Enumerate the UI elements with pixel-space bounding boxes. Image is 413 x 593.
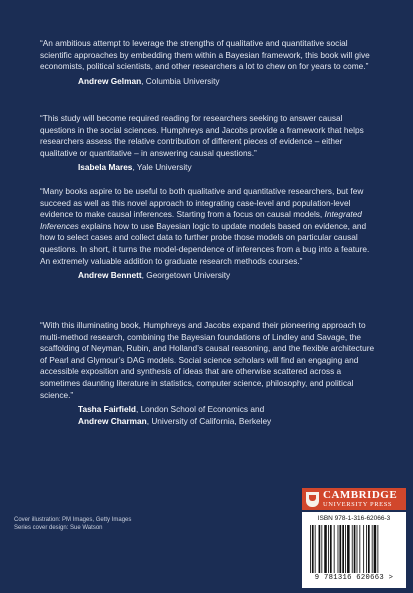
- quote-text: “An ambitious attempt to leverage the strengths of qualitative and quantitative social scientific approaches by embedding them within a Bayesian framework, this book will give economists, political scientists, and other researchers a lot to chew on for years to come.”: [40, 38, 370, 72]
- quote-attribution: [78, 404, 380, 427]
- endorser-affiliation: , Columbia University: [141, 75, 220, 86]
- quote-attribution: [78, 270, 380, 282]
- barcode: [302, 512, 406, 588]
- endorser-name: Andrew Gelman: [78, 75, 142, 86]
- endorsement-bennett: [40, 186, 380, 282]
- endorsement-mares: [40, 113, 380, 174]
- quote-text: “Many books aspire to be useful to both qualitative and quantitative researchers, but few succeed as well as this novel approach to integrating case-level and population-level evidence to make causal inferences. Starting from a focus on causal models, Integrated Inferences explains how to use Bayesian logic to update models based on evidence, and how to select cases and collect data to further probe those models on particular causal questions. In short, it turns the model-dependence of inferences from a bug into a feature. An extremely valuable addition to graduate research methods courses.”: [40, 186, 370, 266]
- quote-attribution: [78, 162, 380, 174]
- quote-text: “With this illuminating book, Humphreys and Jacobs expand their pioneering approach to multi-method research, combining the Bayesian foundations of Lindley and Savage, the scaffolding of Neyman, Rubin, and Holland’s causal reasoning, and the flexible architecture of Pearl and Glymour’s DAG models. Social science scholars will find an engaging and accessible exposition and synthesis of ideas that are otherwise scattered across a sometimes daunting literature in statistics, computer science, philosophy, and political science.”: [40, 320, 375, 400]
- cover-credits: [14, 516, 131, 532]
- endorsement-fairfield-charman: [40, 320, 380, 427]
- barcode-icon: [310, 525, 400, 573]
- illustration-credit: Cover illustration: PM Images, Getty Images: [14, 517, 132, 523]
- book-title: Integrated Inferences: [40, 209, 362, 231]
- endorser-name: Isabela Mares: [78, 162, 133, 173]
- publisher-name: CAMBRIDGE: [323, 488, 398, 501]
- endorser-name-2: Andrew Charman: [78, 415, 147, 426]
- crest-icon: [306, 492, 319, 507]
- endorser-affiliation: , London School of Economics and: [135, 404, 265, 415]
- endorser-affiliation: , Georgetown University: [141, 270, 231, 281]
- quote-text: “This study will become required reading for researchers seeking to answer causal questions in the social sciences. Humphreys and Jacobs provide a framework that helps researchers assess the relative contribution of different pieces of evidence – either qualitative or quantitative – in answering causal questions.”: [40, 113, 364, 158]
- publisher-subname: UNIVERSITY PRESS: [323, 500, 393, 508]
- endorser-name: Andrew Bennett: [78, 270, 142, 281]
- endorsement-gelman: [40, 38, 380, 87]
- design-credit: Series cover design: Sue Watson: [14, 525, 103, 531]
- endorser-affiliation: , Yale University: [132, 162, 192, 173]
- endorser-name: Tasha Fairfield: [78, 404, 136, 415]
- endorser-affiliation-2: , University of California, Berkeley: [146, 415, 272, 426]
- quote-attribution: [78, 76, 380, 88]
- barcode-digits: 9 781316 620663 >: [314, 574, 394, 582]
- publisher-logo: [302, 488, 406, 510]
- isbn-label: ISBN 978-1-316-62066-3: [317, 515, 391, 522]
